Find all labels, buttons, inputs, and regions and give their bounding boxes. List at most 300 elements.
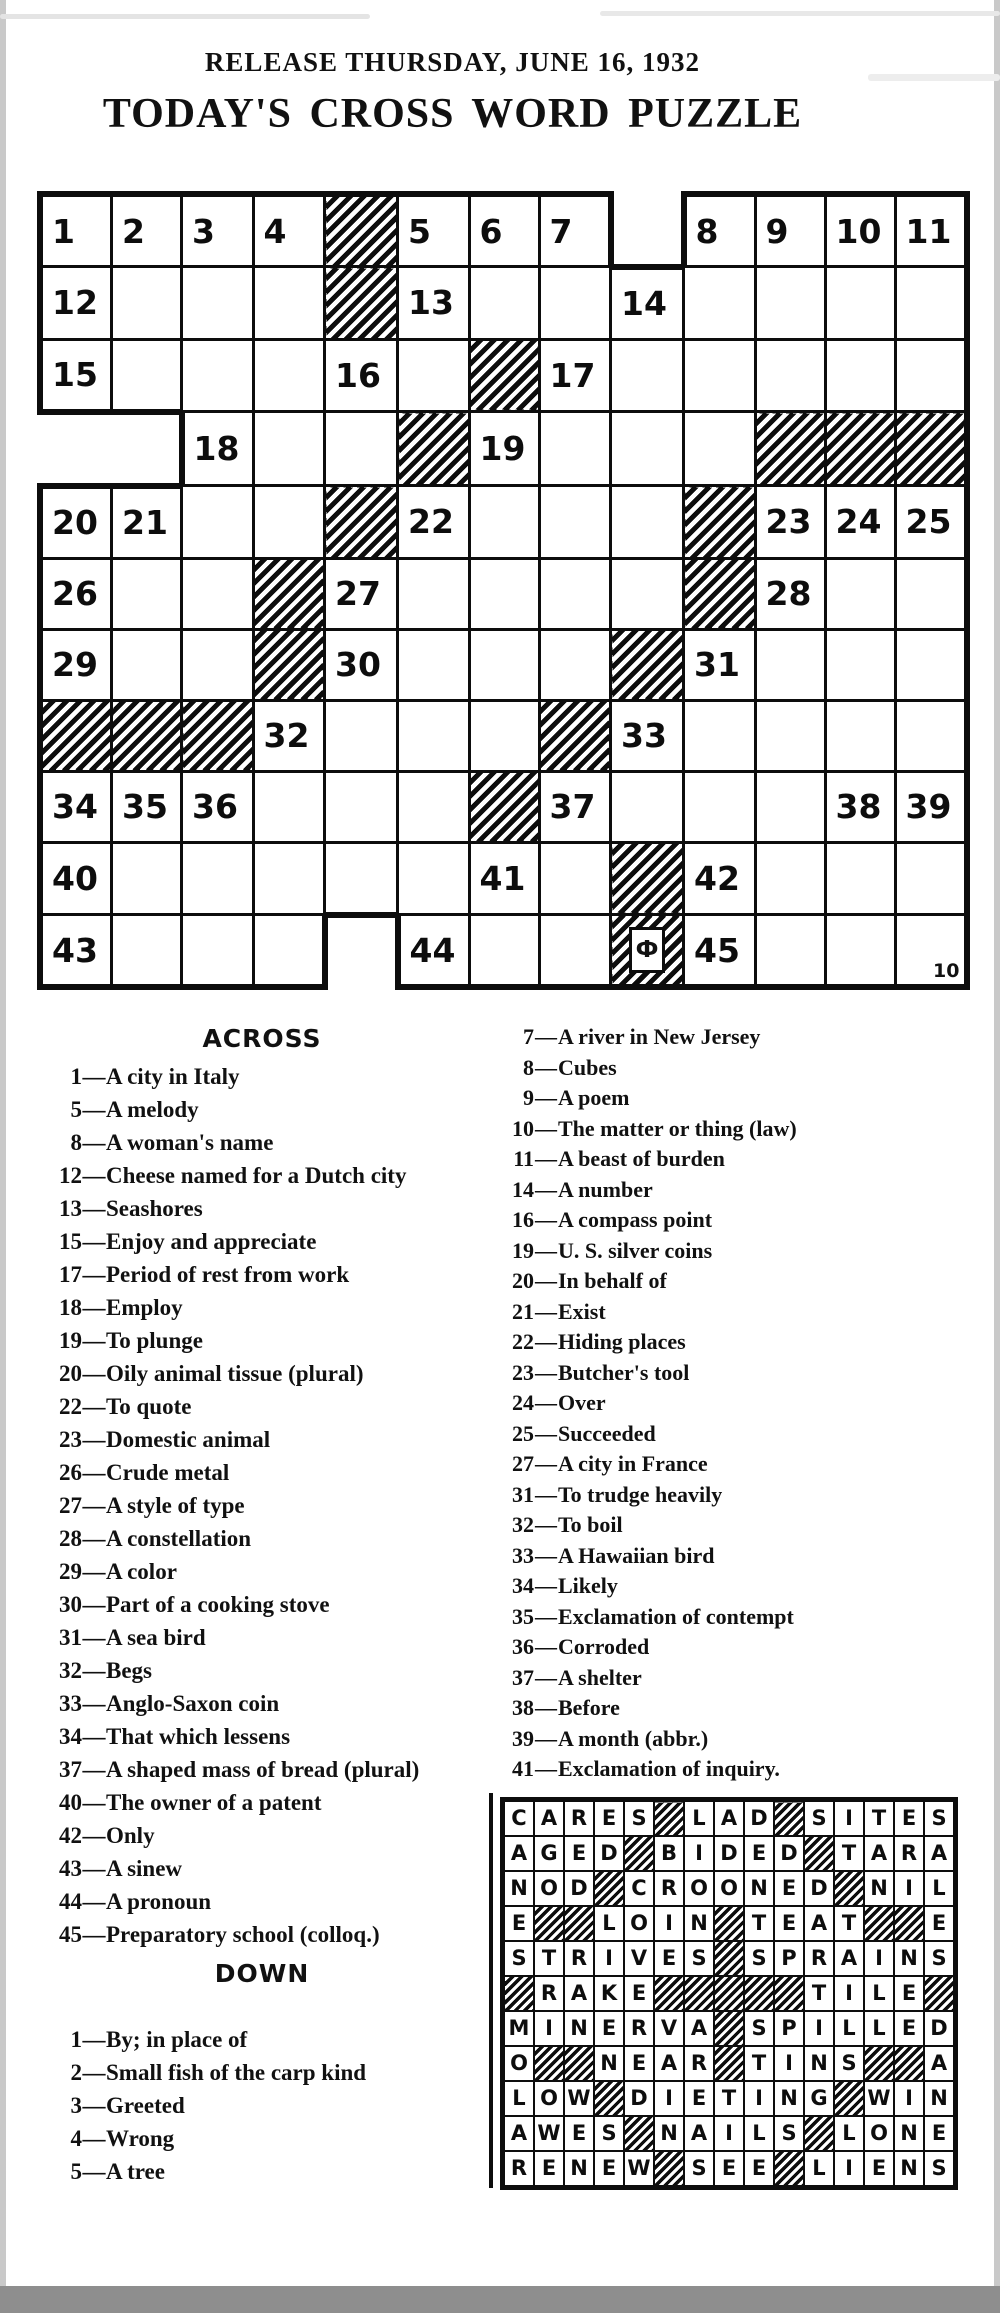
clue-number: 39 [512, 1725, 534, 1751]
solution-cell: C [503, 1800, 535, 1837]
down-clue [492, 1693, 994, 1724]
cell-number: 42 [694, 858, 740, 898]
puzzle-cell[interactable] [40, 629, 112, 700]
across-clue [36, 1621, 488, 1654]
solution-cell: D [594, 1836, 624, 1871]
solution-cell: T [744, 2046, 774, 2081]
puzzle-cell[interactable] [611, 412, 684, 486]
puzzle-cell[interactable] [825, 267, 895, 340]
puzzle-cell[interactable] [895, 558, 967, 629]
solution-blocked-cell [714, 1941, 744, 1976]
down-clue [492, 1754, 994, 1785]
solution-blocked-cell [834, 2081, 864, 2116]
cell-number: 22 [408, 502, 454, 542]
clue-dash: — [82, 1427, 106, 1452]
solution-cell: R [894, 1836, 924, 1871]
cell-number: 25 [905, 502, 952, 542]
cell-number: 17 [549, 355, 596, 395]
puzzle-cell[interactable] [755, 771, 825, 842]
puzzle-cell[interactable] [539, 915, 611, 988]
puzzle-cell[interactable] [182, 339, 254, 412]
cell-number: 35 [122, 787, 168, 827]
puzzle-cell[interactable] [755, 629, 825, 700]
puzzle-cell[interactable] [611, 339, 684, 412]
clue-number: 15 [59, 1229, 82, 1254]
puzzle-cell[interactable] [469, 412, 539, 486]
puzzle-cell[interactable] [895, 700, 967, 771]
puzzle-cell[interactable] [684, 194, 756, 267]
puzzle-cell[interactable] [825, 629, 895, 700]
puzzle-cell[interactable] [825, 558, 895, 629]
puzzle-cell[interactable] [611, 486, 684, 559]
puzzle-cell[interactable] [825, 486, 895, 559]
cell-number: 32 [263, 716, 310, 756]
cell-number: 12 [52, 283, 98, 323]
solution-cell: O [503, 2046, 535, 2081]
solution-blocked-cell [564, 1906, 594, 1941]
down-clue [492, 1327, 994, 1358]
solution-cell: L [744, 2116, 774, 2151]
puzzle-cell[interactable] [253, 267, 325, 340]
clue-dash: — [82, 1163, 106, 1188]
across-clue [36, 1588, 488, 1621]
puzzle-cell[interactable] [684, 842, 756, 915]
puzzle-cell[interactable] [182, 915, 254, 988]
puzzle-cell[interactable] [895, 486, 967, 559]
puzzle-cell[interactable] [182, 486, 254, 559]
solution-cell: E [924, 2116, 956, 2151]
down-clue [492, 1632, 994, 1663]
cell-number: 45 [694, 930, 740, 970]
clue-text: Corroded [558, 1634, 650, 1659]
clue-dash: — [82, 1196, 106, 1221]
solution-cell: K [594, 1976, 624, 2011]
clue-dash: — [535, 1207, 557, 1232]
puzzle-cell[interactable] [469, 267, 539, 340]
puzzle-cell[interactable] [182, 771, 254, 842]
clue-text: A compass point [558, 1207, 713, 1232]
solution-cell: N [564, 2011, 594, 2046]
puzzle-cell[interactable] [398, 629, 470, 700]
puzzle-cell[interactable] [398, 194, 470, 267]
clue-dash: — [82, 2027, 106, 2052]
puzzle-cell[interactable] [398, 267, 470, 340]
puzzle-cell[interactable] [325, 771, 398, 842]
solution-blocked-cell [834, 1871, 864, 1906]
solution-cell: E [894, 1976, 924, 2011]
puzzle-cell[interactable] [611, 267, 684, 340]
solution-blocked-cell [864, 2046, 894, 2081]
solution-cell: E [864, 2151, 894, 2188]
blocked-cell [469, 771, 539, 842]
solution-cell: T [744, 1906, 774, 1941]
solution-blocked-cell [774, 1800, 804, 1837]
puzzle-cell[interactable] [182, 412, 254, 486]
solution-cell: A [924, 2046, 956, 2081]
puzzle-cell[interactable] [825, 339, 895, 412]
puzzle-cell[interactable] [895, 842, 967, 915]
blocked-cell [182, 700, 254, 771]
puzzle-cell[interactable] [398, 486, 470, 559]
clue-number: 23 [512, 1359, 534, 1385]
solution-blocked-cell [714, 1906, 744, 1941]
cell-number: 44 [409, 930, 456, 970]
clue-number: 40 [59, 1790, 82, 1815]
puzzle-cell[interactable] [40, 558, 112, 629]
puzzle-cell[interactable] [40, 194, 112, 267]
clue-number: 31 [59, 1625, 82, 1650]
clue-number: 22 [59, 1394, 82, 1419]
solution-cell: P [774, 1941, 804, 1976]
puzzle-cell[interactable] [539, 339, 611, 412]
blocked-cell [253, 629, 325, 700]
clue-number: 37 [59, 1757, 82, 1782]
solution-cell: P [774, 2011, 804, 2046]
clue-dash: — [82, 1394, 106, 1419]
puzzle-cell[interactable] [112, 915, 182, 988]
puzzle-cell[interactable] [112, 267, 182, 340]
puzzle-cell[interactable] [398, 915, 470, 988]
puzzle-cell[interactable] [182, 267, 254, 340]
puzzle-cell[interactable] [182, 842, 254, 915]
clue-text: Butcher's tool [558, 1359, 690, 1385]
clue-number: 23 [59, 1427, 82, 1452]
clue-text: Hiding places [558, 1329, 686, 1354]
clue-dash: — [535, 1054, 557, 1080]
clue-number: 45 [59, 1922, 82, 1947]
across-clue [36, 1324, 488, 1357]
clue-number: 18 [59, 1295, 82, 1320]
puzzle-cell[interactable] [40, 486, 112, 559]
solution-cell: W [864, 2081, 894, 2116]
clue-dash: — [535, 1420, 557, 1446]
puzzle-cell[interactable] [825, 771, 895, 842]
cell-number: 33 [621, 716, 667, 756]
clue-dash: — [82, 1097, 106, 1122]
puzzle-cell[interactable] [112, 486, 182, 559]
puzzle-cell[interactable] [469, 915, 539, 988]
puzzle-cell[interactable] [469, 486, 539, 559]
puzzle-cell[interactable] [611, 700, 684, 771]
puzzle-cell[interactable] [398, 339, 470, 412]
puzzle-cell[interactable] [398, 842, 470, 915]
solution-blocked-cell [624, 2116, 654, 2151]
clue-number: 11 [513, 1146, 534, 1171]
solution-cell: L [834, 2011, 864, 2046]
puzzle-cell[interactable] [182, 558, 254, 629]
down-clue [36, 2056, 488, 2089]
puzzle-cell[interactable] [40, 915, 112, 988]
clue-number: 19 [512, 1237, 534, 1263]
puzzle-cell[interactable] [253, 842, 325, 915]
solution-cell: L [594, 1906, 624, 1941]
across-clue [36, 1192, 488, 1225]
puzzle-cell[interactable] [539, 194, 611, 267]
puzzle-cell[interactable] [895, 267, 967, 340]
solution-cell: E [714, 2151, 744, 2188]
solution-cell: D [804, 1871, 834, 1906]
cell-number: 16 [335, 355, 381, 395]
puzzle-cell[interactable] [40, 842, 112, 915]
solution-cell: E [503, 1906, 535, 1941]
clue-dash: — [82, 1526, 106, 1551]
solution-cell: R [503, 2151, 535, 2188]
clue-dash: — [82, 2093, 106, 2118]
solution-blocked-cell [864, 1906, 894, 1941]
solution-cell: T [834, 1836, 864, 1871]
clue-text: A style of type [106, 1493, 245, 1518]
puzzle-cell[interactable] [253, 486, 325, 559]
puzzle-cell[interactable] [325, 842, 398, 915]
puzzle-cell[interactable] [755, 194, 825, 267]
puzzle-cell[interactable] [398, 771, 470, 842]
clue-text: To plunge [106, 1328, 203, 1353]
cell-number: 8 [695, 211, 719, 251]
puzzle-cell[interactable] [755, 267, 825, 340]
puzzle-cell[interactable] [325, 700, 398, 771]
solution-cell: I [654, 2081, 684, 2116]
puzzle-cell[interactable] [469, 842, 539, 915]
puzzle-cell[interactable] [684, 412, 756, 486]
puzzle-cell[interactable] [684, 339, 756, 412]
scan-streak [0, 14, 370, 19]
puzzle-cell[interactable] [895, 339, 967, 412]
puzzle-cell[interactable] [112, 339, 182, 412]
solution-cell: E [624, 2046, 654, 2081]
puzzle-cell[interactable] [895, 194, 967, 267]
puzzle-cell[interactable] [539, 558, 611, 629]
solution-cell: O [534, 1871, 564, 1906]
puzzle-cell[interactable] [253, 915, 325, 988]
clue-dash: — [535, 1329, 557, 1354]
down-clue [36, 2122, 488, 2155]
clue-text: A sinew [106, 1856, 183, 1881]
clue-number: 41 [512, 1756, 534, 1781]
solution-cell: A [864, 1836, 894, 1871]
puzzle-cell[interactable] [895, 915, 967, 988]
across-clue [36, 1687, 488, 1720]
puzzle-cell[interactable] [539, 771, 611, 842]
puzzle-cell[interactable] [684, 915, 756, 988]
clue-dash: — [535, 1237, 557, 1263]
puzzle-cell[interactable] [182, 629, 254, 700]
solution-cell: E [924, 1906, 956, 1941]
blocked-cell [253, 558, 325, 629]
puzzle-cell[interactable] [253, 771, 325, 842]
solution-cell: A [503, 2116, 535, 2151]
across-clue [36, 1885, 488, 1918]
solution-cell: I [654, 1906, 684, 1941]
scan-edge-left [0, 0, 6, 2313]
puzzle-cell[interactable] [684, 771, 756, 842]
puzzle-cell[interactable] [112, 771, 182, 842]
solution-cell: R [684, 2046, 714, 2081]
puzzle-cell[interactable] [112, 558, 182, 629]
grid-gap [611, 194, 684, 267]
solution-cell: T [534, 1941, 564, 1976]
puzzle-cell[interactable] [895, 771, 967, 842]
solution-cell: M [503, 2011, 535, 2046]
blocked-cell [325, 194, 398, 267]
clue-dash: — [535, 1359, 557, 1385]
clue-number: 10 [512, 1115, 534, 1141]
across-clue [36, 1753, 488, 1786]
clue-text: Small fish of the carp kind [106, 2060, 367, 2085]
puzzle-cell[interactable] [755, 486, 825, 559]
cell-number: 43 [52, 930, 98, 970]
cell-number: 15 [52, 355, 98, 395]
puzzle-cell[interactable] [398, 700, 470, 771]
puzzle-cell[interactable] [895, 629, 967, 700]
puzzle-cell[interactable] [755, 842, 825, 915]
solution-cell: A [714, 1800, 744, 1837]
clue-dash: — [535, 1451, 557, 1476]
solution-blocked-cell [894, 1906, 924, 1941]
clue-number: 42 [59, 1823, 82, 1848]
clue-number: 19 [59, 1328, 82, 1353]
clue-text: Exclamation of contempt [558, 1603, 794, 1629]
blocked-cell [539, 700, 611, 771]
puzzle-cell[interactable] [684, 267, 756, 340]
blocked-cell [398, 412, 470, 486]
puzzle-cell[interactable] [40, 771, 112, 842]
puzzle-cell[interactable] [253, 194, 325, 267]
down-clue-list-continued [492, 1022, 994, 1785]
solution-cell: A [684, 2011, 714, 2046]
puzzle-cell[interactable] [325, 339, 398, 412]
cell-number: 30 [335, 645, 381, 685]
puzzle-cell[interactable] [469, 700, 539, 771]
clue-text: A city in France [558, 1451, 708, 1476]
solution-cell: I [594, 1941, 624, 1976]
across-clue [36, 1489, 488, 1522]
down-clue [36, 2089, 488, 2122]
puzzle-cell[interactable] [112, 629, 182, 700]
puzzle-cell[interactable] [825, 842, 895, 915]
puzzle-cell[interactable] [539, 486, 611, 559]
solution-blocked-cell [804, 1836, 834, 1871]
puzzle-cell[interactable] [755, 700, 825, 771]
puzzle-cell[interactable] [539, 629, 611, 700]
puzzle-cell[interactable] [253, 700, 325, 771]
puzzle-cell[interactable] [398, 558, 470, 629]
clue-dash: — [82, 1592, 106, 1617]
across-clue [36, 1423, 488, 1456]
solution-cell: R [564, 1800, 594, 1837]
clue-number: 34 [512, 1573, 534, 1598]
clue-dash: — [82, 1559, 106, 1584]
puzzle-cell[interactable] [539, 842, 611, 915]
solution-cell: I [684, 1836, 714, 1871]
solution-cell: N [864, 1871, 894, 1906]
clue-text: A woman's name [106, 1130, 274, 1155]
puzzle-cell[interactable] [469, 629, 539, 700]
solution-cell: E [894, 2011, 924, 2046]
puzzle-cell[interactable] [469, 194, 539, 267]
solution-cell: D [774, 1836, 804, 1871]
clue-dash: — [82, 1460, 106, 1485]
puzzle-cell[interactable] [825, 194, 895, 267]
clue-number: 27 [512, 1451, 534, 1476]
solution-cell: N [654, 2116, 684, 2151]
release-date-line: RELEASE THURSDAY, JUNE 16, 1932 [204, 47, 701, 77]
puzzle-cell[interactable] [755, 915, 825, 988]
puzzle-cell[interactable] [325, 629, 398, 700]
blocked-cell [895, 412, 967, 486]
puzzle-cell[interactable] [611, 771, 684, 842]
puzzle-cell[interactable] [684, 700, 756, 771]
clue-number: 35 [512, 1603, 534, 1629]
cell-number: 10 [835, 211, 882, 251]
clue-number: 29 [59, 1559, 82, 1584]
clue-dash: — [535, 1115, 557, 1141]
puzzle-cell[interactable] [325, 558, 398, 629]
clue-text: Seashores [106, 1196, 203, 1221]
clue-text: U. S. silver coins [558, 1237, 713, 1263]
puzzle-cell[interactable] [112, 842, 182, 915]
solution-blocked-cell [774, 2151, 804, 2188]
cell-number: 24 [835, 502, 882, 542]
puzzle-cell[interactable] [825, 915, 895, 988]
cell-number: 38 [835, 787, 882, 827]
solution-cell: S [804, 1800, 834, 1837]
clue-dash: — [535, 1298, 557, 1324]
puzzle-cell[interactable] [539, 267, 611, 340]
solution-cell: B [654, 1836, 684, 1871]
clue-text: A tree [106, 2159, 165, 2184]
across-clue [36, 1522, 488, 1555]
solution-cell: N [894, 2151, 924, 2188]
solution-cell: L [864, 2011, 894, 2046]
clue-number: 8 [70, 1130, 82, 1155]
puzzle-cell[interactable] [253, 339, 325, 412]
cell-number: 28 [765, 574, 812, 614]
cell-number: 7 [549, 211, 573, 251]
puzzle-cell[interactable] [611, 558, 684, 629]
puzzle-cell[interactable] [182, 194, 254, 267]
solution-cell: N [744, 1871, 774, 1906]
clue-dash: — [82, 1064, 106, 1089]
puzzle-cell[interactable] [825, 700, 895, 771]
solution-blocked-cell [804, 2116, 834, 2151]
puzzle-cell[interactable] [40, 339, 112, 412]
solution-blocked-cell [714, 2046, 744, 2081]
solution-blocked-cell [624, 1836, 654, 1871]
puzzle-cell[interactable] [755, 339, 825, 412]
puzzle-cell[interactable] [539, 412, 611, 486]
across-clue [36, 1060, 488, 1093]
solution-cell: S [924, 1800, 956, 1837]
cell-number: 6 [479, 211, 503, 251]
across-clue [36, 1357, 488, 1390]
puzzle-cell[interactable] [112, 194, 182, 267]
puzzle-cell[interactable] [755, 558, 825, 629]
clue-number: 32 [59, 1658, 82, 1683]
blocked-cell [40, 700, 112, 771]
solution-cell: R [624, 2011, 654, 2046]
clue-number: 17 [59, 1262, 82, 1287]
puzzle-cell[interactable] [469, 558, 539, 629]
puzzle-cell[interactable] [253, 412, 325, 486]
down-clue [492, 1510, 994, 1541]
solution-blocked-cell [714, 1976, 744, 2011]
clue-text: Period of rest from work [106, 1262, 350, 1287]
puzzle-cell[interactable] [684, 629, 756, 700]
clue-dash: — [82, 1493, 106, 1518]
puzzle-cell[interactable] [325, 412, 398, 486]
puzzle-cell[interactable] [40, 267, 112, 340]
solution-blocked-cell [594, 2081, 624, 2116]
